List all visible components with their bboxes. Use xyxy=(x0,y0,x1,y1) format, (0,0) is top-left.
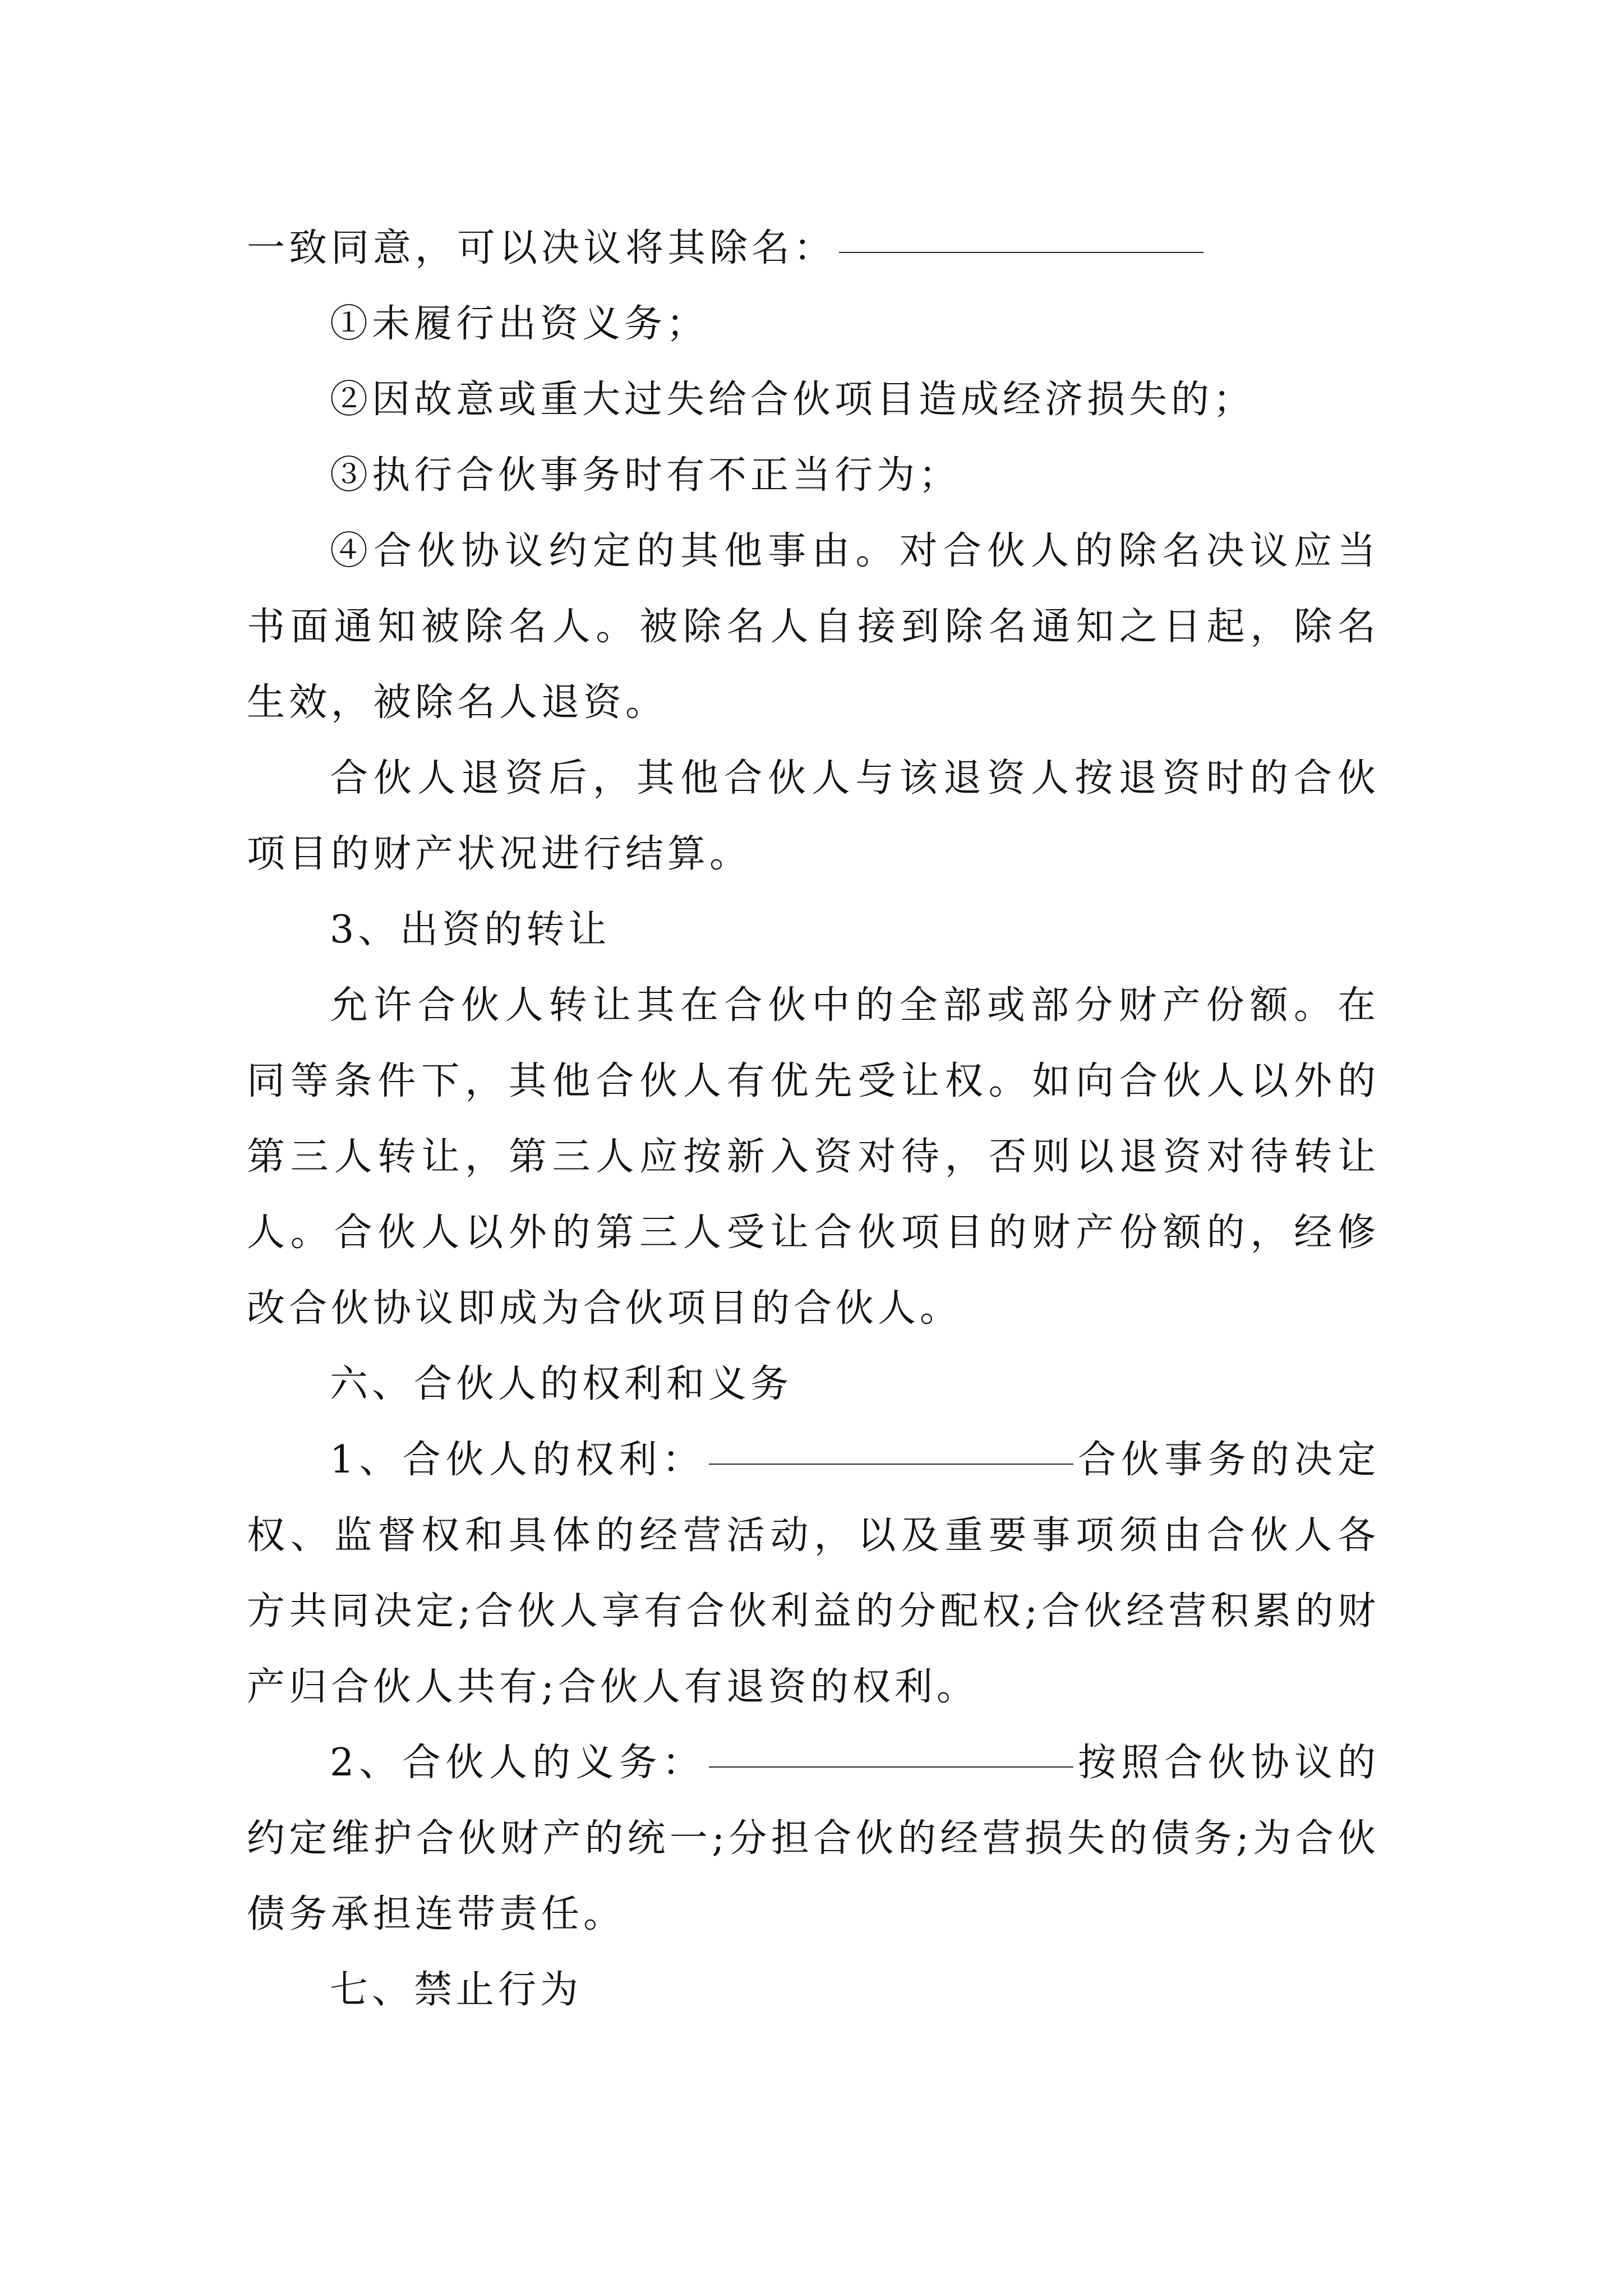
heading-section-6: 六、合伙人的权利和义务 xyxy=(330,1362,793,1406)
fill-in-blank[interactable] xyxy=(709,1463,1073,1465)
paragraph-expulsion-intro xyxy=(247,210,1380,286)
expulsion-intro-text: 一致同意，可以决议将其除名： xyxy=(247,226,836,270)
fill-in-blank[interactable] xyxy=(709,1766,1073,1768)
heading-transfer: 3、出资的转让 xyxy=(330,908,611,952)
paragraph-duties xyxy=(247,1725,1380,1952)
paragraph-rights xyxy=(247,1422,1380,1725)
list-item-3: ③执行合伙事务时有不正当行为； xyxy=(330,453,961,498)
list-item-2: ②因故意或重大过失给合伙项目造成经济损失的； xyxy=(330,378,1256,422)
fill-in-blank[interactable] xyxy=(839,251,1204,253)
rights-prefix: 1、合伙人的权利： xyxy=(330,1438,706,1482)
duties-prefix: 2、合伙人的义务： xyxy=(330,1741,706,1785)
list-item-1: ①未履行出资义务； xyxy=(330,302,709,346)
heading-section-7: 七、禁止行为 xyxy=(330,1968,583,2012)
rights-text: 合伙事务的决定权、监督权和具体的经营活动，以及重要事项须由合伙人各方共同决定;合伙人享有合伙利益的分配权;合伙经营积累的财产归合伙人共有;合伙人有退资的权利。 xyxy=(247,1438,1380,1709)
duties-text: 按照合伙协议的约定维护合伙财产的统一;分担合伙的经营损失的债务;为合伙债务承担连带责任。 xyxy=(247,1741,1380,1936)
paragraph-transfer: 允许合伙人转让其在合伙中的全部或部分财产份额。在同等条件下，其他合伙人有优先受让权。如向合伙人以外的第三人转让，第三人应按新入资对待，否则以退资对待转让人。合伙人以外的第三人受让合伙项目的财产份额的，经修改合伙协议即成为合伙项目的合伙人。 xyxy=(247,983,1380,1331)
document-page xyxy=(247,210,1380,2028)
paragraph-settlement: 合伙人退资后，其他合伙人与该退资人按退资时的合伙项目的财产状况进行结算。 xyxy=(247,756,1380,876)
list-item-4: ④合伙协议约定的其他事由。对合伙人的除名决议应当书面通知被除名人。被除名人自接到除名通知之日起，除名生效，被除名人退资。 xyxy=(247,529,1380,725)
